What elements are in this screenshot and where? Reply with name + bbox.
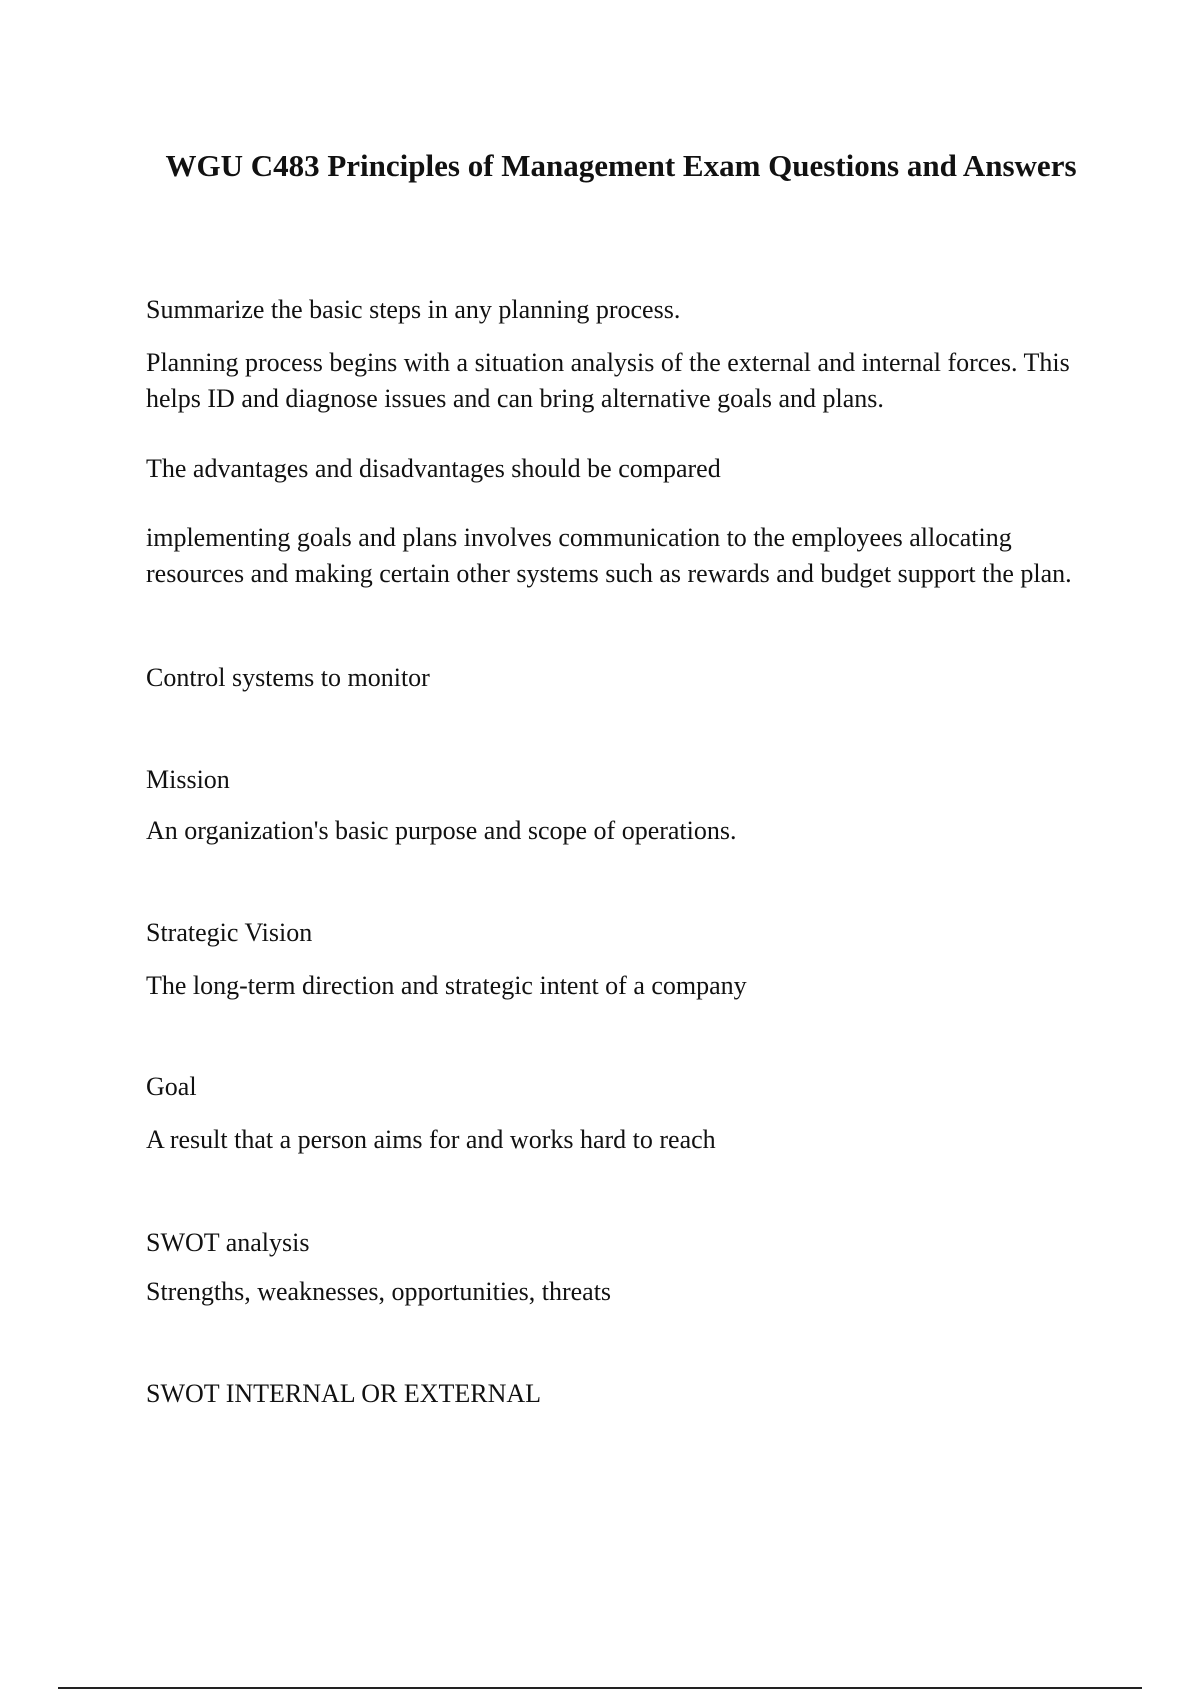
page-title: WGU C483 Principles of Management Exam Questions and Answers: [165, 148, 1077, 183]
question-planning-steps: Summarize the basic steps in any planning process.: [146, 295, 681, 324]
answer-planning-control: Control systems to monitor: [146, 663, 430, 692]
definition-goal: A result that a person aims for and works hard to reach: [146, 1125, 716, 1154]
answer-planning-steps: Planning process begins with a situation analysis of the external and internal forces. This helps ID and diagnose issues and can bring alternative goals and plans.: [146, 348, 1070, 413]
answer-planning-compare: The advantages and disadvantages should be compared: [146, 454, 721, 483]
definition-swot-analysis: Strengths, weaknesses, opportunities, threats: [146, 1277, 612, 1306]
term-swot-internal-external: SWOT INTERNAL OR EXTERNAL: [146, 1379, 542, 1408]
term-strategic-vision: Strategic Vision: [146, 918, 313, 947]
term-swot-analysis: SWOT analysis: [146, 1228, 310, 1257]
answer-planning-implement: implementing goals and plans involves communication to the employees allocating resources and making certain other systems such as rewards and budget support the plan.: [146, 523, 1072, 588]
definition-mission: An organization's basic purpose and scope of operations.: [146, 816, 737, 845]
term-goal: Goal: [146, 1072, 197, 1101]
page-bottom-divider: [58, 1687, 1142, 1689]
definition-strategic-vision: The long-term direction and strategic intent of a company: [146, 971, 747, 1000]
term-mission: Mission: [146, 765, 230, 794]
